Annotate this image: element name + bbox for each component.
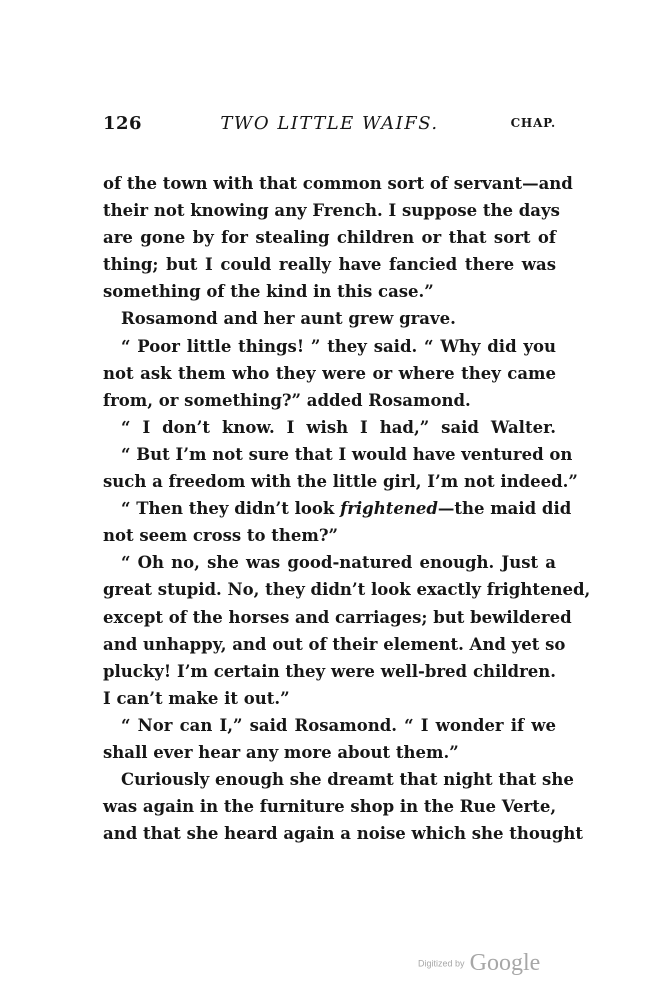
text-line: Curiously enough she dreamt that night that she: [121, 770, 574, 790]
text-line: Rosamond and her aunt grew grave.: [121, 309, 456, 329]
text-line: “ Oh no, she was good-natured enough. Just a: [121, 553, 556, 573]
google-logo: Google: [469, 950, 541, 976]
italic-word: frightened: [340, 499, 438, 519]
text-line: “ I don’t know. I wish I had,” said Walter.: [121, 417, 556, 437]
text-line: not seem cross to them?”: [103, 526, 339, 546]
text-line: great stupid. No, they didn’t look exactly frightened,: [103, 580, 591, 600]
text-line: was again in the furniture shop in the Rue Verte,: [103, 797, 557, 817]
text-line: shall ever hear any more about them.”: [103, 742, 459, 762]
text-line: such a freedom with the little girl, I’m not indeed.”: [103, 472, 578, 492]
text-line: “ Poor little things! ” they said. “ Why did you: [121, 336, 556, 356]
page-header: [103, 113, 556, 137]
text-line: something of the kind in this case.”: [103, 282, 434, 302]
text-line: “ But I’m not sure that I would have ventured on: [121, 444, 573, 464]
text-line: I can’t make it out.”: [103, 688, 290, 708]
text-line: their not knowing any French. I suppose the days: [103, 201, 560, 221]
text-line: and that she heard again a noise which she thought: [103, 824, 584, 844]
text-line: plucky! I’m certain they were well-bred children.: [103, 661, 556, 681]
text-line: are gone by for stealing children or that sort of: [103, 228, 556, 248]
text-line: thing; but I could really have fancied there was: [103, 255, 556, 275]
text-segment: “ Then they didn’t look: [121, 499, 341, 519]
running-title: TWO LITTLE WAIFS.: [220, 113, 439, 134]
text-line: not ask them who they were or where they came: [103, 363, 556, 383]
text-line: and unhappy, and out of their element. And yet so: [103, 634, 566, 654]
text-segment: —the maid did: [437, 499, 572, 519]
chapter-label: CHAP.: [510, 116, 556, 130]
text-line: “ Nor can I,” said Rosamond. “ I wonder if we: [121, 715, 556, 735]
digitized-watermark: [418, 950, 540, 980]
text-line: except of the horses and carriages; but bewildered: [103, 607, 572, 627]
watermark-prefix: Digitized by: [418, 958, 465, 969]
text-line: of the town with that common sort of servant—and: [103, 174, 573, 193]
text-line: [103, 495, 572, 522]
body-text: [103, 170, 591, 847]
page-number: 126: [103, 113, 143, 134]
text-line: from, or something?” added Rosamond.: [103, 390, 471, 410]
